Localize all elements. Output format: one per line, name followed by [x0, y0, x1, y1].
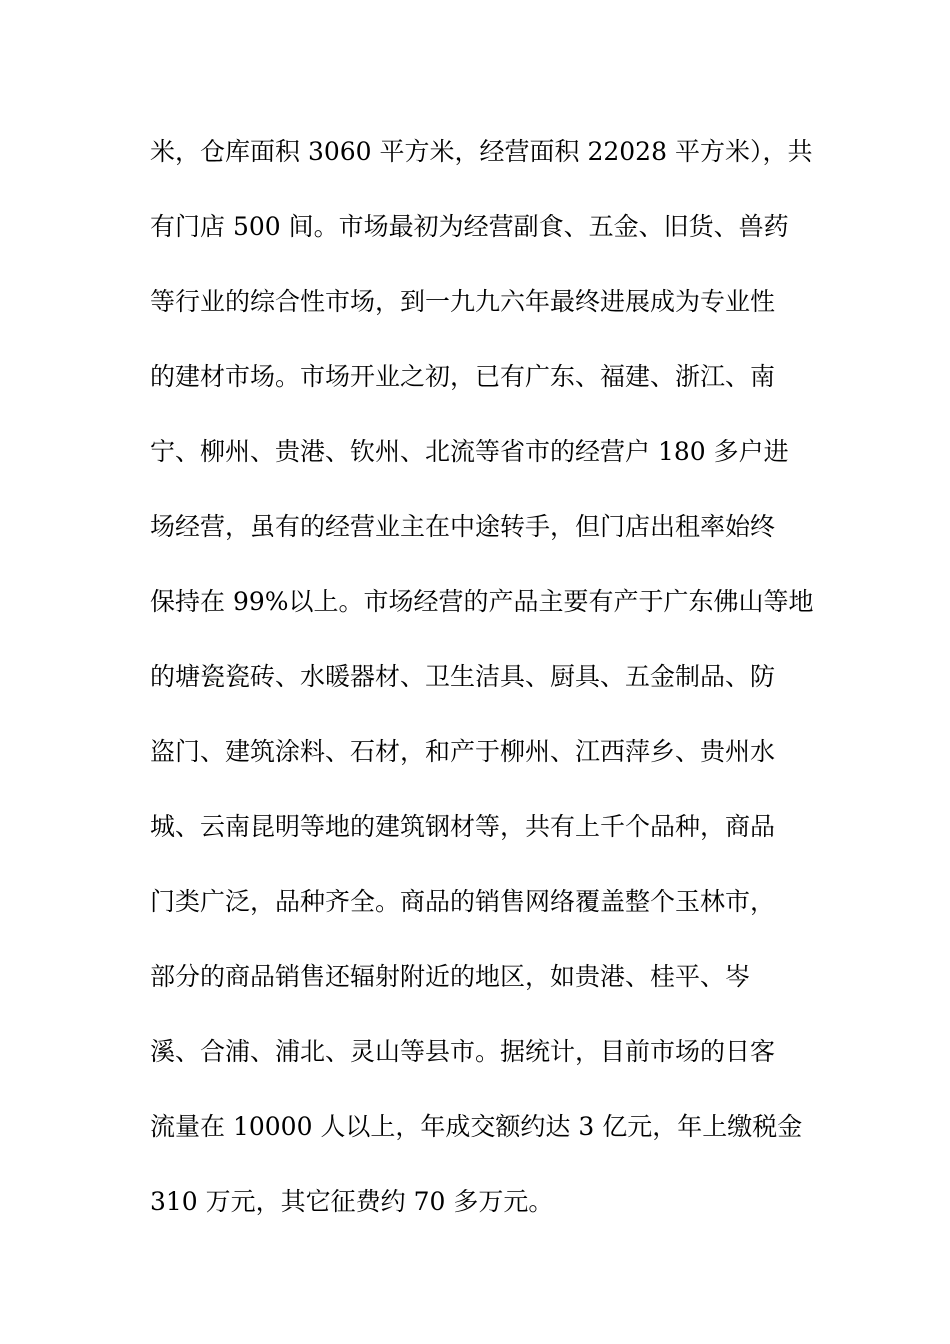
text-line: 宁、柳州、贵港、钦州、北流等省市的经营户 180 多户进: [150, 437, 789, 466]
text-line: 有门店 500 间。市场最初为经营副食、五金、旧货、兽药: [150, 212, 789, 241]
body-paragraph: [150, 133, 820, 1258]
text-line: 等行业的综合性市场，到一九九六年最终进展成为专业性: [150, 287, 776, 316]
text-line: 保持在 99%以上。市场经营的产品主要有产于广东佛山等地: [150, 587, 814, 616]
text-line: 的塘瓷瓷砖、水暖器材、卫生洁具、厨具、五金制品、防: [150, 662, 776, 691]
text-line: 的建材市场。市场开业之初，已有广东、福建、浙江、南: [150, 362, 776, 391]
text-line: 城、云南昆明等地的建筑钢材等，共有上千个品种，商品: [150, 812, 776, 841]
text-line: 场经营，虽有的经营业主在中途转手，但门店出租率始终: [150, 512, 776, 541]
text-line: 盗门、建筑涂料、石材，和产于柳州、江西萍乡、贵州水: [150, 737, 776, 766]
text-line: 流量在 10000 人以上，年成交额约达 3 亿元，年上缴税金: [150, 1112, 803, 1141]
text-line: 溪、合浦、浦北、灵山等县市。据统计，目前市场的日客: [150, 1037, 776, 1066]
text-line: 310 万元，其它征费约 70 多万元。: [150, 1187, 554, 1216]
text-line: 部分的商品销售还辐射附近的地区，如贵港、桂平、岑: [150, 962, 751, 991]
text-line: 门类广泛，品种齐全。商品的销售网络覆盖整个玉林市，: [150, 887, 776, 916]
text-line: 米，仓库面积 3060 平方米，经营面积 22028 平方米），共: [150, 137, 813, 166]
